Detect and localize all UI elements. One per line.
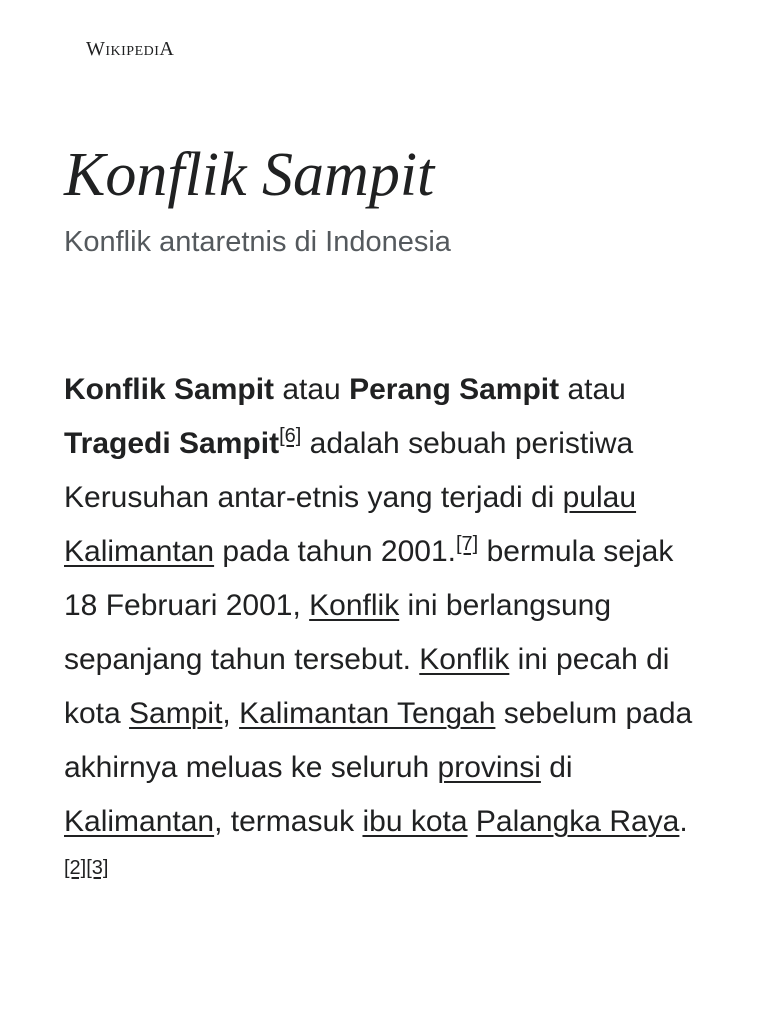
footnote-ref[interactable]: [6] [279,425,302,447]
text-run: di [540,751,573,784]
page-subtitle: Konflik antaretnis di Indonesia [64,226,451,258]
text-run: adalah sebuah peristiwa Kerusuhan antar-etnis yang terjadi di [64,427,634,514]
text-run: , termasuk [214,805,363,838]
footnote-ref[interactable]: [2] [64,857,87,879]
text-run: atau [559,373,626,406]
article-link[interactable]: ibu kota [362,805,468,838]
page-title: Konflik Sampit [64,141,435,209]
lead-paragraph [64,363,704,903]
text-run: ini berlangsung sepanjang tahun tersebut. [64,589,612,676]
bold-term: Tragedi Sampit [64,427,280,460]
text-run: , [222,697,240,730]
text-run [468,805,476,838]
bold-term: Konflik Sampit [64,373,275,406]
text-run: sebelum pada akhirnya meluas ke seluruh [64,697,693,784]
article-link[interactable]: Sampit [129,697,223,730]
article-link[interactable]: Konflik [309,589,400,622]
text-run: ini pecah di kota [64,643,670,730]
wikipedia-wordmark-link[interactable]: WikipediA [86,38,175,60]
article-link[interactable]: provinsi [437,751,541,784]
footnote-ref[interactable]: [3] [86,857,109,879]
article-link[interactable]: Palangka Raya [475,805,680,838]
bold-term: Perang Sampit [349,373,560,406]
article-link[interactable]: Kalimantan [64,805,215,838]
text-run: bermula sejak 18 Februari 2001, [64,535,674,622]
text-run: atau [274,373,350,406]
text-run: . [679,805,688,838]
footnote-ref[interactable]: [7] [455,533,479,555]
text-run: pada tahun 2001. [214,535,456,568]
article-link[interactable]: pulau Kalimantan [64,481,637,568]
article-link[interactable]: Konflik [419,643,510,676]
article-link[interactable]: Kalimantan Tengah [239,697,496,730]
